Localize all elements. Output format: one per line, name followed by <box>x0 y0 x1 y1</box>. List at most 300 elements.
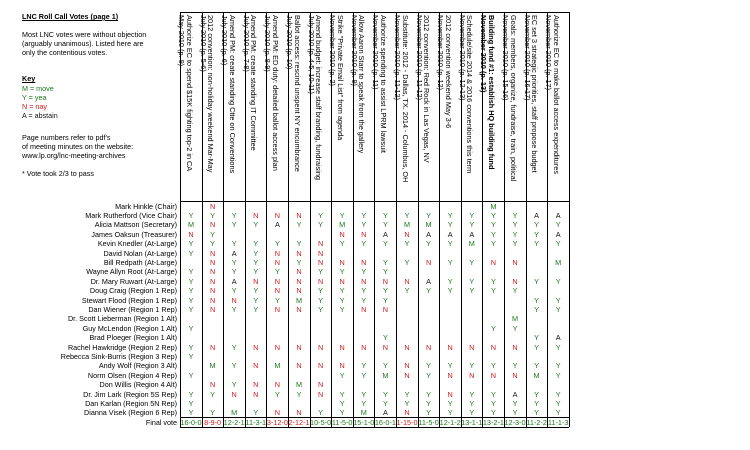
vote-cell: Y <box>490 239 496 249</box>
column-header-title: Substitute: 2012 - Dallas, TX. 2014 - Columbus, OH <box>400 15 410 183</box>
vote-cell: Y <box>490 361 496 371</box>
vote-cell: N <box>274 210 281 220</box>
vote-cell: N <box>469 370 475 380</box>
vote-cell: N <box>296 286 302 296</box>
header-bottom-rule <box>180 201 569 202</box>
final-vote-tally: 12-1-2 <box>439 418 461 428</box>
vote-cell: Y <box>253 267 259 277</box>
vote-cell: N <box>382 342 389 352</box>
vote-cell: Y <box>188 267 194 277</box>
vote-cell: N <box>317 276 324 286</box>
vote-cell: Y <box>318 408 324 418</box>
vote-cell: N <box>317 342 324 352</box>
vote-cell: Y <box>231 239 237 249</box>
vote-cell: Y <box>447 220 453 230</box>
vote-cell: N <box>209 276 216 286</box>
vote-cell: A <box>534 210 540 220</box>
final-vote-tally: 11-2-2 <box>526 418 547 428</box>
column-header-date: July 2010 (p. 5-6) <box>198 15 208 72</box>
vote-cell: N <box>296 248 302 258</box>
vote-cell: Y <box>490 286 496 296</box>
vote-cell: Y <box>382 257 388 267</box>
vote-cell: Y <box>253 304 259 314</box>
vote-cell: N <box>253 361 259 371</box>
vote-cell: Y <box>231 257 237 267</box>
vote-cell: N <box>339 257 345 267</box>
vote-cell: Y <box>447 239 453 249</box>
vote-cell: Y <box>534 276 540 286</box>
member-name: Doug Craig (Region 1 Rep) <box>89 286 177 296</box>
member-name: Brad Ploeger (Region 1 Alt) <box>89 333 177 343</box>
vote-cell: Y <box>188 389 194 399</box>
vote-cell: N <box>317 257 324 267</box>
vote-cell: Y <box>318 210 324 220</box>
vote-cell: N <box>317 361 324 371</box>
vote-cell: Y <box>534 361 540 371</box>
vote-cell: A <box>512 389 518 399</box>
vote-cell: N <box>296 342 302 352</box>
vote-cell: Y <box>555 276 561 286</box>
vote-cell: Y <box>253 220 259 230</box>
member-name: Rachel Hawkridge (Region 2 Rep) <box>67 342 177 352</box>
member-name: Kevin Knedler (At-Large) <box>97 239 177 249</box>
column-header-title: Amend budget: increase staff branding, fundraising <box>314 15 324 180</box>
vote-cell: N <box>339 276 345 286</box>
vote-cell: Y <box>469 361 475 371</box>
vote-cell: Y <box>426 370 432 380</box>
vote-cell: N <box>274 276 281 286</box>
column-header-date: July 2010 (p. 6) <box>220 15 230 66</box>
vote-cell: N <box>339 229 345 239</box>
vote-cell: Y <box>382 295 388 305</box>
final-vote-tally: 1-15-0 <box>396 418 418 428</box>
vote-cell: N <box>296 276 302 286</box>
final-vote-tally: 11-1-3 <box>547 418 569 428</box>
vote-cell: Y <box>318 286 324 296</box>
vote-cell: Y <box>361 239 367 249</box>
vote-cell: Y <box>188 276 194 286</box>
vote-cell: N <box>209 248 216 258</box>
vote-cell: N <box>404 342 410 352</box>
member-name: Andy Wolf (Region 3 Alt) <box>98 361 177 371</box>
vote-cell: Y <box>318 267 324 277</box>
member-name: Mark Hinkle (Chair) <box>115 201 177 211</box>
vote-cell: N <box>317 389 324 399</box>
vote-cell: N <box>274 408 281 418</box>
vote-cell: Y <box>512 229 518 239</box>
vote-cell: M <box>209 361 216 371</box>
vote-cell: Y <box>490 210 496 220</box>
vote-cell: Y <box>188 342 194 352</box>
vote-cell: A <box>555 210 561 220</box>
column-header-title: Goals: members, organize, fundraise, train, political <box>508 15 518 182</box>
archive-link[interactable]: www.lp.org/lnc-meeting-archives <box>22 151 126 160</box>
vote-cell: M <box>533 370 540 380</box>
vote-cell: M <box>382 370 389 380</box>
key-heading: Key <box>22 74 36 83</box>
vote-cell: Y <box>296 389 302 399</box>
vote-cell: Y <box>534 333 540 343</box>
table-bottom-rule <box>180 427 569 428</box>
vote-cell: Y <box>339 210 345 220</box>
vote-cell: Y <box>447 398 453 408</box>
vote-cell: Y <box>188 370 194 380</box>
vote-cell: Y <box>361 361 367 371</box>
column-header-title: Authorize spending to assist LPRM lawsuit <box>378 15 388 153</box>
member-name: David Nolan (At-Large) <box>103 248 177 258</box>
vote-cell: M <box>360 408 367 418</box>
column-header-title: Amend PM: ED duty: detailed ballot access plan <box>270 15 280 171</box>
vote-cell: A <box>274 220 280 230</box>
vote-cell: N <box>274 380 281 390</box>
vote-cell: Y <box>339 286 345 296</box>
vote-cell: N <box>447 389 453 399</box>
vote-cell: Y <box>361 220 367 230</box>
final-vote-label: Final vote <box>145 418 177 428</box>
vote-cell: Y <box>426 389 432 399</box>
vote-cell: Y <box>469 257 475 267</box>
column-header-date: July 2010 (p. 10) <box>285 15 294 70</box>
vote-cell: Y <box>426 286 432 296</box>
vote-cell: N <box>361 304 367 314</box>
vote-cell: M <box>295 295 303 305</box>
vote-cell: Y <box>339 370 345 380</box>
vote-cell: Y <box>382 286 388 296</box>
vote-cell: N <box>296 267 302 277</box>
vote-cell: Y <box>404 210 410 220</box>
vote-cell: Y <box>490 276 496 286</box>
vote-cell: Y <box>253 286 259 296</box>
vote-cell: Y <box>231 342 237 352</box>
vote-cell: Y <box>490 229 496 239</box>
member-name: Dr. Mary Ruwart (At-Large) <box>90 276 177 286</box>
vote-cell: N <box>209 220 216 230</box>
vote-cell: A <box>426 229 432 239</box>
vote-cell: Y <box>274 389 280 399</box>
vote-cell: Y <box>339 389 345 399</box>
vote-cell: Y <box>512 323 518 333</box>
vote-cell: N <box>253 342 259 352</box>
vote-cell: N <box>512 276 518 286</box>
vote-cell: N <box>209 201 216 211</box>
vote-cell: N <box>361 257 367 267</box>
vote-cell: N <box>361 229 367 239</box>
vote-cell: Y <box>404 239 410 249</box>
vote-cell: Y <box>231 304 237 314</box>
key-move: M = move <box>22 84 54 93</box>
vote-cell: M <box>187 220 195 230</box>
vote-cell: Y <box>534 304 540 314</box>
column-header-date: July 2010 (p. 4-5, 10-11) <box>306 15 316 94</box>
vote-cell: Y <box>210 389 216 399</box>
vote-cell: N <box>274 286 281 296</box>
vote-cell: Y <box>361 389 367 399</box>
column-header-date: November 2010 (p. 11-12) <box>393 15 402 101</box>
vote-cell: Y <box>188 295 194 305</box>
vote-cell: Y <box>210 210 216 220</box>
vote-cell: Y <box>361 210 367 220</box>
vote-cell: M <box>295 380 303 390</box>
column-header-title: Authorize EC to spend $15K fighting top-2 in CA <box>184 15 194 172</box>
vote-cell: Y <box>361 398 367 408</box>
vote-cell: N <box>317 380 324 390</box>
final-vote-tally: 11-5-0 <box>331 418 353 428</box>
vote-cell: Y <box>555 398 561 408</box>
vote-cell: A <box>447 229 453 239</box>
member-name: Wayne Allyn Root (At-Large) <box>86 267 177 277</box>
vote-cell: Y <box>555 361 561 371</box>
vote-cell: N <box>512 370 518 380</box>
page-note-line-2: of meeting minutes on the website: <box>22 142 134 151</box>
vote-cell: N <box>404 276 410 286</box>
intro-line-2: (arguably unanimous). Listed here are <box>22 39 144 48</box>
column-header-date: November 2010 (p. 12) <box>436 15 446 91</box>
vote-cell: N <box>188 229 194 239</box>
vote-cell: Y <box>555 370 561 380</box>
final-vote-tally: 13-1-1 <box>461 418 483 428</box>
member-name: Dr. Scott Lieberman (Region 1 Alt) <box>67 314 177 324</box>
final-vote-tally: 8-9-0 <box>204 418 222 428</box>
vote-cell: Y <box>534 389 540 399</box>
vote-cell: Y <box>318 304 324 314</box>
final-vote-tally: 16-0-0 <box>180 418 202 428</box>
vote-cell: Y <box>361 295 367 305</box>
vote-cell: N <box>209 295 216 305</box>
vote-cell: Y <box>426 361 432 371</box>
vote-cell: Y <box>231 361 237 371</box>
vote-cell: Y <box>382 267 388 277</box>
vote-cell: Y <box>426 398 432 408</box>
column-header-date: November 2010 (p. 9) <box>349 15 359 86</box>
vote-cell: Y <box>382 389 388 399</box>
vote-cell: A <box>555 333 561 343</box>
vote-cell: N <box>296 361 302 371</box>
vote-cell: Y <box>188 304 194 314</box>
vote-cell: N <box>512 342 518 352</box>
vote-cell: Y <box>296 220 302 230</box>
vote-cell: N <box>447 342 453 352</box>
vote-cell: Y <box>339 408 345 418</box>
column-header-date: November 2010 (p. 15-16) <box>501 15 510 101</box>
key-abstain: A = abstain <box>22 111 58 120</box>
vote-cell: Y <box>188 351 194 361</box>
column-header-date: November 2010 (p. 17) <box>544 15 554 91</box>
vote-cell: Y <box>447 210 453 220</box>
member-name: Rebecca Sink-Burris (Region 3 Rep) <box>60 351 177 361</box>
vote-cell: N <box>404 370 410 380</box>
vote-cell: N <box>296 210 302 220</box>
vote-cell: Y <box>361 267 367 277</box>
column-header-date: November 2010 (p. 12-13) <box>457 15 467 101</box>
vote-cell: Y <box>382 220 388 230</box>
vote-cell: N <box>490 370 497 380</box>
vote-cell: A <box>555 229 561 239</box>
vote-cell: Y <box>490 389 496 399</box>
vote-cell: N <box>253 210 259 220</box>
vote-cell: Y <box>512 286 518 296</box>
vote-cell: A <box>231 276 237 286</box>
column-header-title: Allow Aaron Starr to speak from the gallery <box>357 15 367 154</box>
column-header-title: Authorize EC to make ballot access expenditures <box>551 15 561 174</box>
vote-cell: N <box>274 304 281 314</box>
vote-cell: Y <box>296 239 302 249</box>
vote-cell: Y <box>339 295 345 305</box>
vote-cell: Y <box>361 286 367 296</box>
vote-cell: M <box>274 361 281 371</box>
vote-cell: Y <box>339 267 345 277</box>
vote-cell: Y <box>469 398 475 408</box>
column-header-title: Amend PM: create standing Ctte on Conventions <box>227 15 237 174</box>
vote-cell: Y <box>210 229 216 239</box>
final-vote-tally: 11-3-1 <box>245 418 267 428</box>
vote-cell: Y <box>210 239 216 249</box>
vote-cell: Y <box>404 398 410 408</box>
vote-cell: N <box>209 342 216 352</box>
vote-cell: Y <box>512 220 518 230</box>
column-header-title: 2012 convention: non-holiday weekend Mar-May <box>206 15 216 173</box>
vote-cell: N <box>382 304 389 314</box>
vote-cell: M <box>339 220 346 230</box>
vote-cell: N <box>317 239 324 249</box>
vote-cell: N <box>209 267 216 277</box>
vote-cell: Y <box>274 295 280 305</box>
column-header-date: July 2010 (p. 7-8) <box>241 15 251 72</box>
vote-cell: N <box>253 276 259 286</box>
vote-cell: N <box>361 276 367 286</box>
vote-cell: Y <box>188 248 194 258</box>
vote-cell: Y <box>426 239 432 249</box>
column-header-date: November 2010 (p. 11) <box>371 15 381 90</box>
vote-cell: M <box>231 408 238 418</box>
vote-cell: Y <box>253 239 259 249</box>
column-header-title: 2012 convention weekend May 3-6 <box>443 15 453 129</box>
sheet-title: LNC Roll Call Votes (page 1) <box>22 12 119 21</box>
vote-cell: Y <box>382 210 388 220</box>
vote-cell: N <box>490 342 497 352</box>
member-name: Don Willis (Region 4 Alt) <box>99 380 177 390</box>
vote-cell: A <box>382 408 388 418</box>
vote-cell: N <box>447 370 453 380</box>
page-note-line-1: Page numbers refer to pdf's <box>22 133 111 142</box>
vote-cell: Y <box>339 398 345 408</box>
vote-cell: Y <box>404 286 410 296</box>
member-name: James Oaksun (Treasurer) <box>91 229 177 239</box>
key-yea: Y = yea <box>22 93 47 102</box>
final-vote-tally: 12-3-0 <box>504 418 526 428</box>
vote-cell: N <box>469 342 475 352</box>
vote-cell: M <box>468 239 475 249</box>
vote-cell: Y <box>404 257 410 267</box>
vote-cell: M <box>403 220 411 230</box>
vote-cell: Y <box>469 389 475 399</box>
vote-cell: Y <box>188 210 194 220</box>
vote-cell: Y <box>490 408 496 418</box>
vote-cell: Y <box>318 220 324 230</box>
two-thirds-note: * Vote took 2/3 to pass <box>22 169 94 178</box>
vote-cell: Y <box>534 229 540 239</box>
vote-cell: Y <box>274 239 280 249</box>
member-name: Dr. Jim Lark (Region 5S Rep) <box>83 389 177 399</box>
final-vote-tally: 3-12-0 <box>266 418 288 428</box>
column-header-title: Amend PM: create standing IT Committee <box>249 15 259 151</box>
vote-cell: M <box>555 257 562 267</box>
member-name: Dan Wiener (Region 1 Rep) <box>88 304 177 314</box>
vote-cell: Y <box>188 286 194 296</box>
vote-cell: Y <box>318 295 324 305</box>
vote-cell: Y <box>534 342 540 352</box>
vote-cell: Y <box>555 239 561 249</box>
header-top-rule <box>180 12 569 13</box>
intro-line-3: only the contentious votes. <box>22 48 108 57</box>
vote-cell: Y <box>274 267 280 277</box>
column-header-date: November 2010 (p. 11-12) <box>414 15 424 101</box>
column-header-title: Strike "Private Email List" from agenda <box>335 15 345 141</box>
vote-cell: Y <box>512 398 518 408</box>
vote-cell: Y <box>210 408 216 418</box>
column-header-title: Ballot access: rescind unspent NY encumbrance <box>292 15 302 172</box>
vote-cell: N <box>274 342 281 352</box>
member-name: Mark Rutherford (Vice Chair) <box>85 210 177 220</box>
vote-cell: Y <box>382 398 388 408</box>
vote-cell: M <box>511 314 519 324</box>
vote-cell: Y <box>382 361 388 371</box>
vote-cell: Y <box>555 295 561 305</box>
vote-cell: Y <box>447 408 453 418</box>
vote-cell: N <box>490 257 497 267</box>
vote-cell: Y <box>490 220 496 230</box>
vote-cell: Y <box>447 286 453 296</box>
vote-cell: N <box>231 295 237 305</box>
final-vote-tally: 10-5-0 <box>310 418 332 428</box>
vote-cell: Y <box>512 210 518 220</box>
vote-cell: Y <box>534 398 540 408</box>
vote-cell: Y <box>555 220 561 230</box>
column-header-date: November 2010 (p. 16-17) <box>522 15 532 101</box>
vote-cell: Y <box>555 408 561 418</box>
final-vote-tally: 13-2-1 <box>482 418 504 428</box>
column-header-date: July 2010 (p. 8-9) <box>263 15 273 72</box>
vote-cell: N <box>425 257 432 267</box>
final-vote-tally: 11-5-0 <box>418 418 439 428</box>
member-name: Bill Redpath (At-Large) <box>103 257 177 267</box>
vote-cell: Y <box>555 304 561 314</box>
member-name: Stewart Flood (Region 1 Rep) <box>81 295 177 305</box>
vote-cell: Y <box>231 210 237 220</box>
vote-cell: N <box>404 361 410 371</box>
vote-cell: A <box>426 276 432 286</box>
vote-cell: N <box>296 408 302 418</box>
vote-cell: N <box>274 257 281 267</box>
column-header-date: May 2010 (p. 9) <box>177 15 186 67</box>
final-vote-tally: 16-0-1 <box>374 418 396 428</box>
vote-cell: Y <box>469 286 475 296</box>
final-vote-tally: 15-1-0 <box>353 418 375 428</box>
member-name: Alicia Mattson (Secretary) <box>94 220 177 230</box>
vote-cell: N <box>339 361 345 371</box>
vote-cell: Y <box>253 408 259 418</box>
column-header-date: November 2010 (p. 2) <box>328 15 338 86</box>
vote-cell: N <box>404 408 410 418</box>
vote-cell: N <box>274 248 281 258</box>
vote-cell: Y <box>253 248 259 258</box>
final-vote-tally: 12-2-1 <box>223 418 245 428</box>
member-name: Dan Karlan (Region 5N Rep) <box>85 398 177 408</box>
vote-cell: N <box>209 304 216 314</box>
vote-cell: Y <box>296 257 302 267</box>
column-header-date: November 2010 (p. 13) <box>479 15 489 93</box>
vote-cell: Y <box>490 323 496 333</box>
member-name: Guy McLendon (Region 1 Alt) <box>82 323 177 333</box>
